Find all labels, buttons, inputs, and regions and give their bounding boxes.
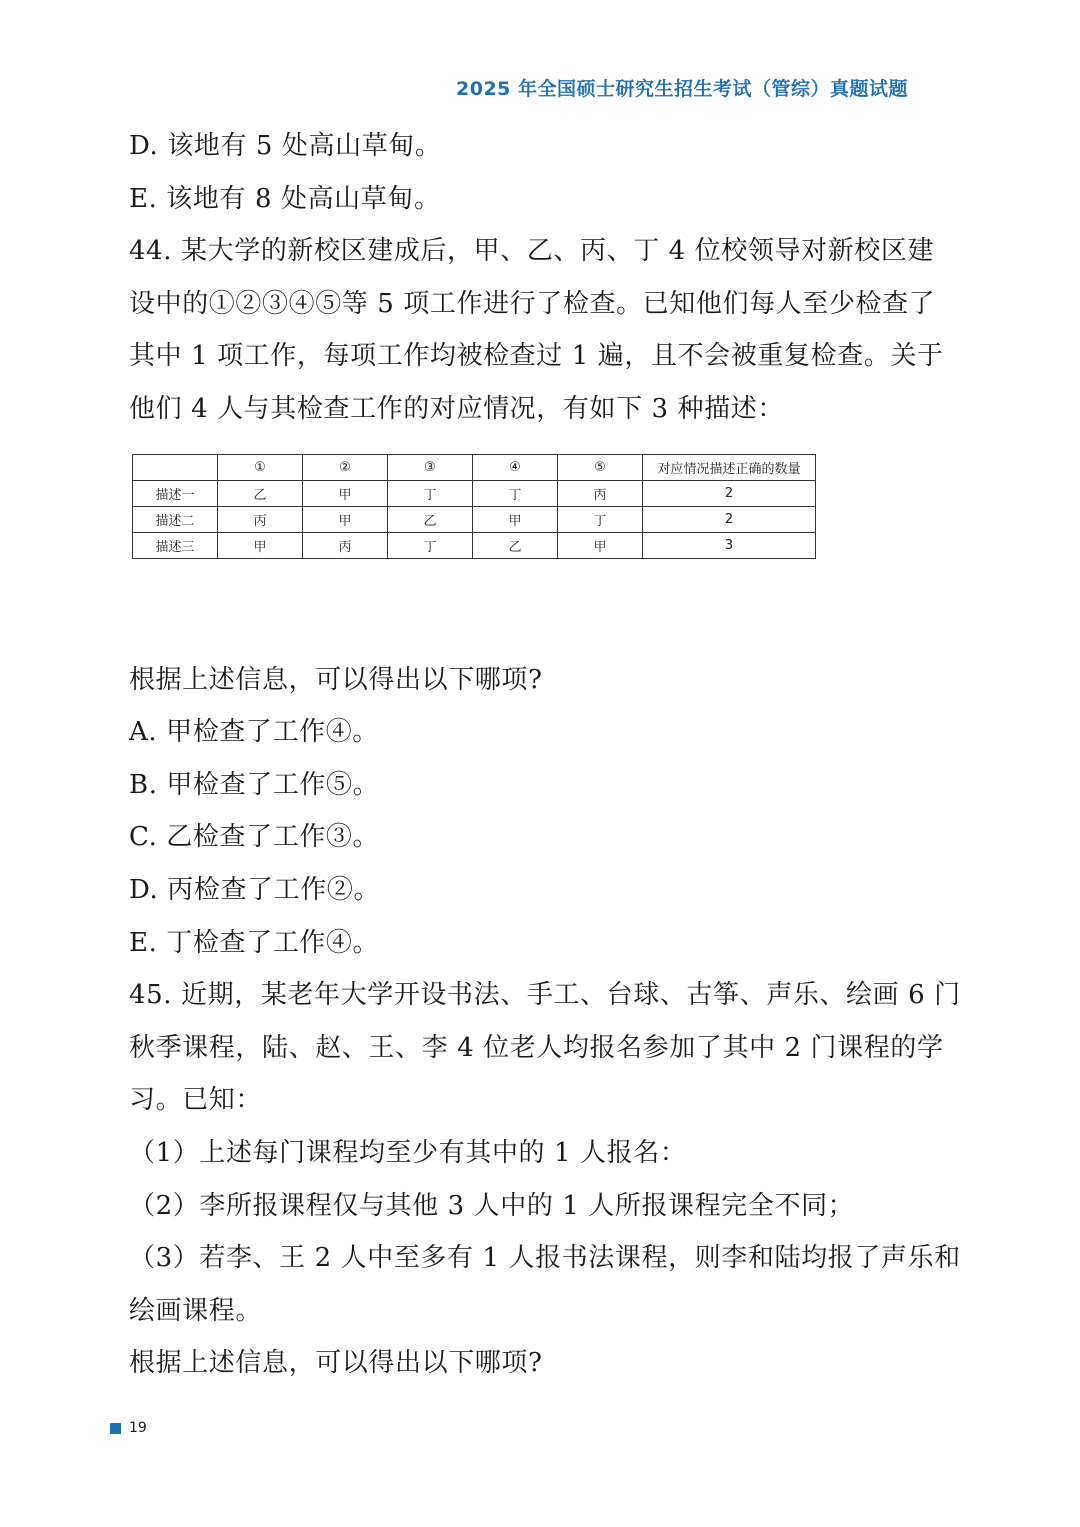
q44-option-a: A. 甲检查了工作④。 xyxy=(129,717,379,748)
page-content xyxy=(129,120,959,1390)
table-cell: 丙 xyxy=(303,532,388,558)
q45-stem-line: 秋季课程，陆、赵、王、李 4 位老人均报名参加了其中 2 门课程的学 xyxy=(129,1032,944,1063)
q44-stem-line: 44. 某大学的新校区建成后，甲、乙、丙、丁 4 位校领导对新校区建 xyxy=(129,236,935,267)
table-cell: 描述三 xyxy=(133,532,218,558)
q45-stem-line: 习。已知： xyxy=(129,1085,263,1116)
table-cell: 甲 xyxy=(218,532,303,558)
table-cell: 乙 xyxy=(218,480,303,506)
q44-option-b: B. 甲检查了工作⑤。 xyxy=(129,769,380,800)
table-header-cell: ④ xyxy=(473,454,558,480)
page-number: 19 xyxy=(129,1420,147,1436)
table-row xyxy=(133,480,816,506)
q45-condition-3-continued: 绘画课程。 xyxy=(129,1295,263,1326)
table-header-cell: ③ xyxy=(388,454,473,480)
q44-option-c: C. 乙检查了工作③。 xyxy=(129,822,380,853)
q44-stem-line: 他们 4 人与其检查工作的对应情况，有如下 3 种描述： xyxy=(129,393,784,424)
table-cell: 甲 xyxy=(303,506,388,532)
q45-condition-2: （2）李所报课程仅与其他 3 人中的 1 人所报课程完全不同； xyxy=(129,1190,855,1221)
q44-stem-line: 设中的①②③④⑤等 5 项工作进行了检查。已知他们每人至少检查了 xyxy=(129,288,936,319)
table-header-cell: ① xyxy=(218,454,303,480)
q44-description-table xyxy=(132,454,816,559)
table-cell: 3 xyxy=(643,532,816,558)
table-cell: 描述二 xyxy=(133,506,218,532)
table-cell: 丙 xyxy=(558,480,643,506)
q44-question: 根据上述信息，可以得出以下哪项? xyxy=(129,664,543,695)
table-cell: 甲 xyxy=(558,532,643,558)
table-header-row xyxy=(133,454,816,480)
table-header-cell xyxy=(133,454,218,480)
q44-option-e: E. 丁检查了工作④。 xyxy=(129,927,380,958)
table-header-cell: ② xyxy=(303,454,388,480)
q44-option-d: D. 丙检查了工作②。 xyxy=(129,874,381,905)
q44-table-container xyxy=(132,454,959,654)
table-cell: 2 xyxy=(643,480,816,506)
q45-question: 根据上述信息，可以得出以下哪项? xyxy=(129,1348,543,1379)
table-row xyxy=(133,532,816,558)
table-cell: 丁 xyxy=(558,506,643,532)
table-header-cell: ⑤ xyxy=(558,454,643,480)
q43-option-e: E. 该地有 8 处高山草甸。 xyxy=(129,183,441,214)
table-cell: 丁 xyxy=(388,532,473,558)
q43-option-d: D. 该地有 5 处高山草甸。 xyxy=(129,131,442,161)
q44-stem-line: 其中 1 项工作，每项工作均被检查过 1 遍，且不会被重复检查。关于 xyxy=(129,341,944,372)
footer-square-marker xyxy=(110,1423,121,1434)
q45-condition-3: （3）若李、王 2 人中至多有 1 人报书法课程，则李和陆均报了声乐和 xyxy=(129,1243,961,1274)
table-cell: 丁 xyxy=(473,480,558,506)
table-cell: 丁 xyxy=(388,480,473,506)
page-footer xyxy=(110,1420,147,1436)
table-cell: 乙 xyxy=(473,532,558,558)
q45-condition-1: （1）上述每门课程均至少有其中的 1 人报名： xyxy=(129,1137,687,1168)
table-row xyxy=(133,506,816,532)
table-cell: 2 xyxy=(643,506,816,532)
table-header-cell: 对应情况描述正确的数量 xyxy=(643,454,816,480)
table-cell: 甲 xyxy=(303,480,388,506)
table-cell: 甲 xyxy=(473,506,558,532)
table-cell: 描述一 xyxy=(133,480,218,506)
q45-stem-line: 45. 近期，某老年大学开设书法、手工、台球、古筝、声乐、绘画 6 门 xyxy=(129,980,961,1011)
table-cell: 乙 xyxy=(388,506,473,532)
page-header-title: 2025 年全国硕士研究生招生考试（管综）真题试题 xyxy=(456,78,908,100)
table-cell: 丙 xyxy=(218,506,303,532)
